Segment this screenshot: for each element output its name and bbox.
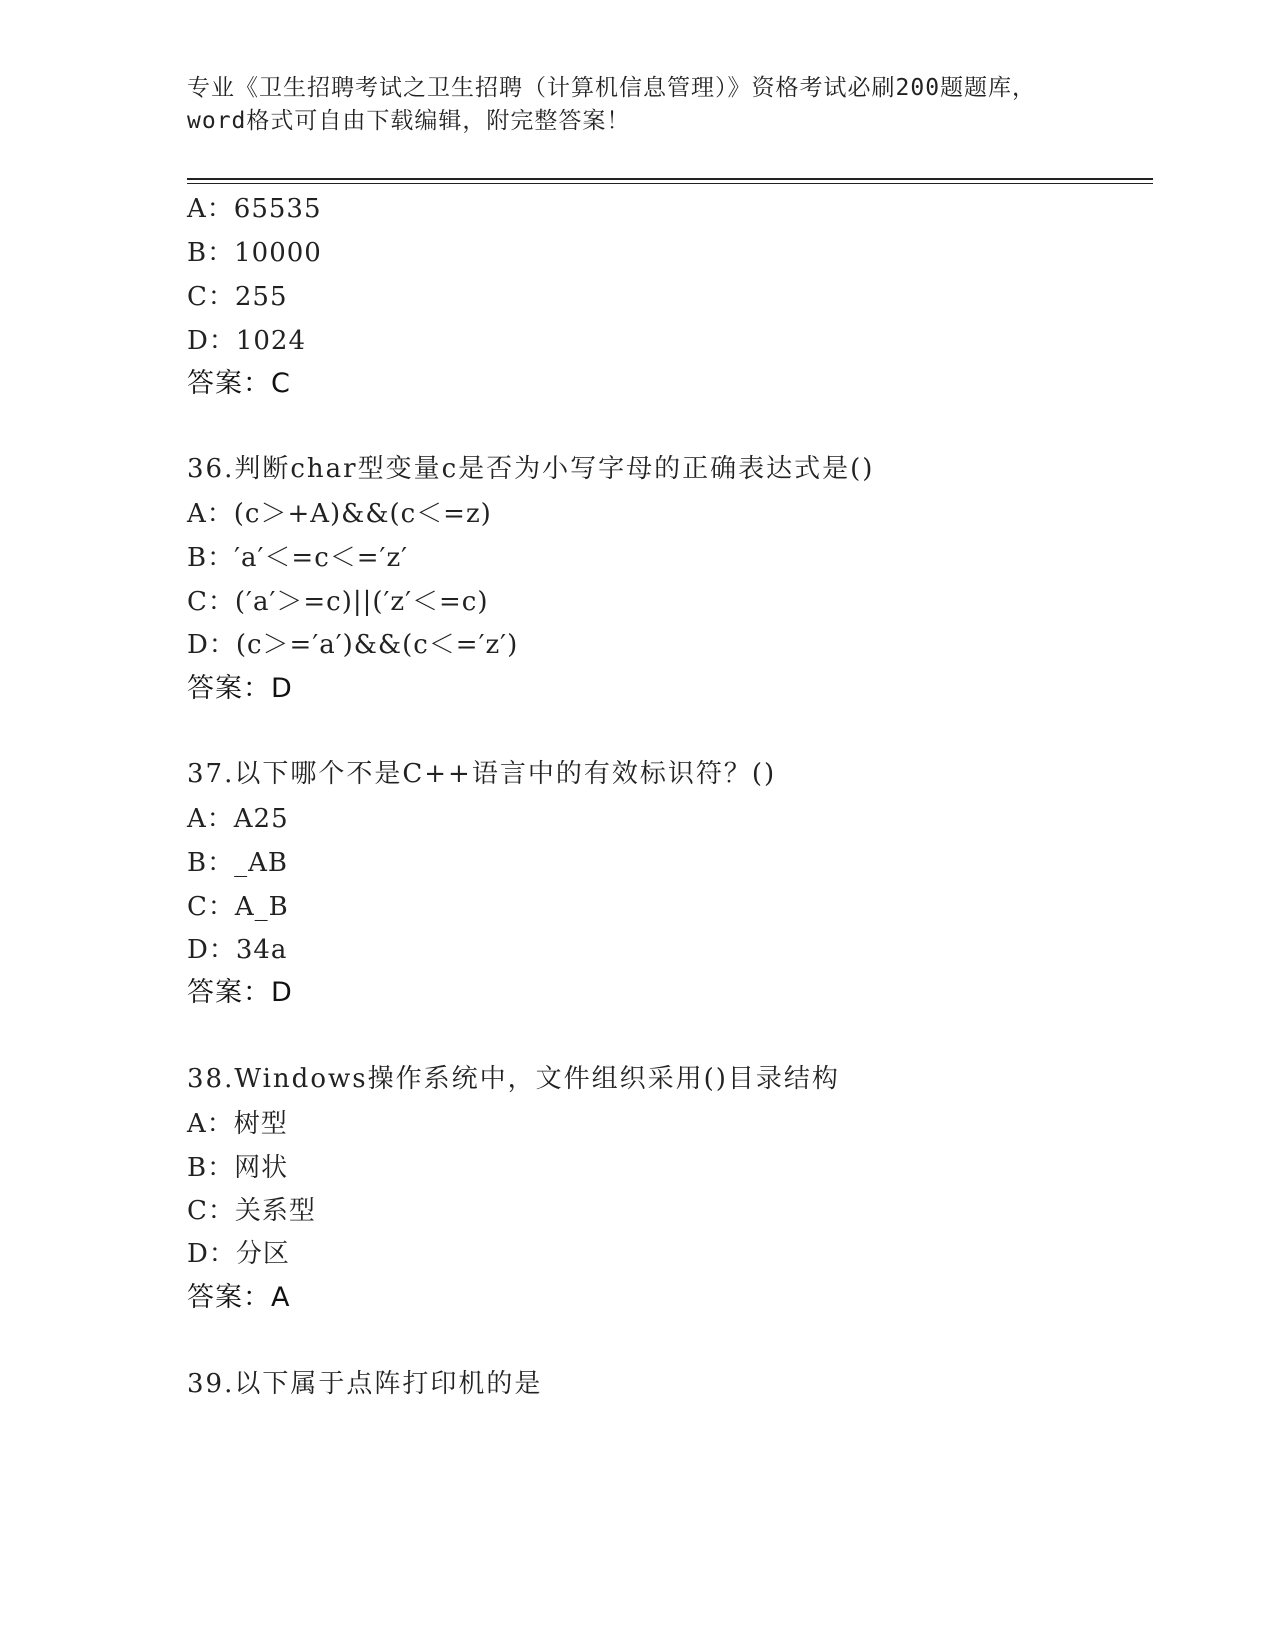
q35-option-a: A：65535 (187, 194, 322, 224)
q38-question: 38.Windows操作系统中，文件组织采用()目录结构 (187, 1064, 840, 1094)
header-title-line-2: word格式可自由下载编辑，附完整答案！ (187, 108, 631, 134)
q36-option-d: D：(c＞=′a′)&&(c＜=′z′) (187, 630, 519, 660)
q38-option-c: C：关系型 (187, 1196, 316, 1226)
q38-option-b: B：网状 (187, 1153, 289, 1183)
q35-option-c: C：255 (187, 282, 288, 312)
header-rule-thin (187, 183, 1153, 184)
q35-option-b: B：10000 (187, 238, 322, 268)
header-title-line-1: 专业《卫生招聘考试之卫生招聘（计算机信息管理）》资格考试必刷200题题库， (187, 75, 1037, 101)
header-rule-thick (187, 178, 1153, 180)
q36-answer: 答案：D (187, 673, 293, 704)
q35-option-d: D：1024 (187, 326, 307, 356)
q37-answer: 答案：D (187, 977, 293, 1008)
q37-question: 37.以下哪个不是C++语言中的有效标识符？() (187, 759, 777, 789)
q36-option-a: A：(c＞+A)&&(c＜=z) (187, 499, 492, 529)
q38-answer: 答案：A (187, 1282, 291, 1313)
q36-option-c: C：(′a′＞=c)||(′z′＜=c) (187, 587, 489, 617)
q38-option-a: A：树型 (187, 1109, 288, 1139)
q37-option-c: C：A_B (187, 892, 289, 922)
q36-option-b: B：′a′＜=c＜=′z′ (187, 543, 409, 573)
q37-option-b: B：_AB (187, 848, 288, 878)
q37-option-d: D：34a (187, 935, 288, 965)
document-header (187, 72, 1147, 138)
q35-answer: 答案：C (187, 368, 291, 399)
q38-option-d: D：分区 (187, 1239, 290, 1269)
q36-question: 36.判断char型变量c是否为小写字母的正确表达式是() (187, 454, 875, 484)
q37-option-a: A：A25 (187, 804, 289, 834)
q39-question: 39.以下属于点阵打印机的是 (187, 1369, 543, 1399)
